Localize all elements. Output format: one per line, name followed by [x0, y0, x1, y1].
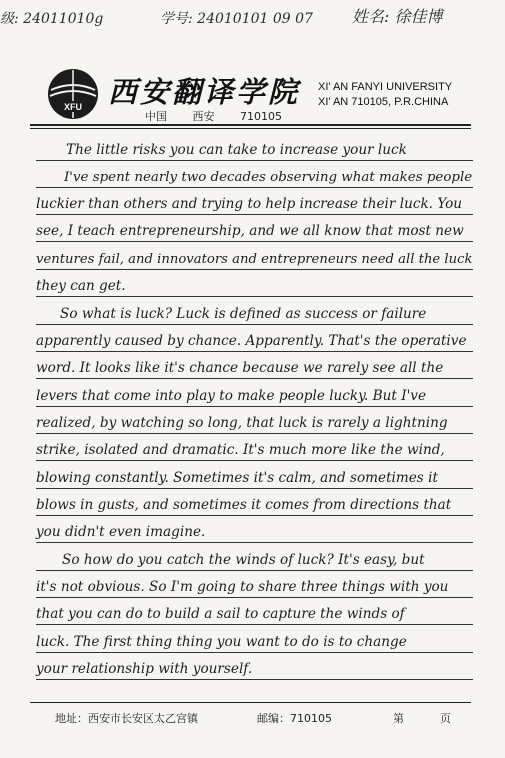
handwritten-line: I've spent nearly two decades observing what makes people [64, 170, 473, 185]
ruled-line [36, 626, 473, 653]
ruled-line [36, 243, 473, 270]
class-field: 级: 24011010g [0, 11, 104, 27]
university-name-en-block [318, 80, 452, 110]
handwritten-line: luck. The first thing thing you want to do is to change [36, 634, 407, 650]
ruled-line [36, 598, 473, 625]
handwritten-line: word. It looks like it's chance because we rarely see all the [36, 360, 444, 376]
ruled-line [36, 161, 473, 188]
ruled-line [36, 380, 473, 407]
handwritten-line: apparently caused by chance. Apparently. That's the operative [36, 333, 467, 349]
ruled-line [36, 134, 473, 161]
handwritten-line: So how do you catch the winds of luck? It's easy, but [62, 552, 425, 568]
ruled-line [36, 188, 473, 215]
footer-postcode: 邮编：710105 [257, 712, 332, 725]
ruled-line [36, 298, 473, 325]
address-en: XI' AN 710105, P.R.CHINA [318, 96, 449, 108]
handwritten-line: blows in gusts, and sometimes it comes from directions that [36, 497, 452, 513]
handwritten-line: they can get. [36, 278, 126, 294]
ruled-line [36, 462, 473, 489]
ruled-line [36, 352, 473, 379]
student-id-field: 学号: 24010101 09 07 [160, 11, 313, 27]
ruled-line [36, 434, 473, 461]
handwritten-line: it's not obvious. So I'm going to share three things with you [36, 579, 449, 595]
ruled-line [36, 489, 473, 516]
handwritten-line: strike, isolated and dramatic. It's much more like the wind, [36, 442, 445, 458]
footer-page-label-suffix: 页 [440, 712, 451, 725]
handwritten-line: blowing constantly. Sometimes it's calm, and sometimes it [36, 470, 438, 486]
handwritten-line: see, I teach entrepreneurship, and we all know that most new [36, 223, 464, 239]
ruled-line [36, 407, 473, 434]
ruled-line [36, 571, 473, 598]
footer-rule [30, 702, 471, 703]
ruled-line [36, 270, 473, 297]
handwritten-line: luckier than others and trying to help increase their luck. You [36, 196, 463, 212]
handwritten-line: ventures fail, and innovators and entrepreneurs need all the luck [36, 252, 473, 267]
university-logo [47, 68, 99, 120]
city-cn: 西安 [192, 110, 215, 123]
ruled-line [36, 325, 473, 352]
header-rule [30, 124, 471, 126]
university-name-en: XI' AN FANYI UNIVERSITY [318, 81, 453, 93]
handwritten-line: that you can do to build a sail to capture the winds of [36, 606, 405, 622]
header-rule-thin [30, 128, 471, 129]
handwritten-title: The little risks you can take to increase your luck [66, 142, 407, 158]
name-field: 姓名: 徐佳博 [352, 7, 443, 26]
handwritten-line: levers that come into play to make people lucky. But I've [36, 388, 427, 404]
country-cn: 中国 [145, 110, 167, 123]
ruled-line [36, 516, 473, 543]
handwritten-line: realized, by watching so long, that luck is rarely a lightning [36, 415, 448, 431]
ruled-line [36, 544, 473, 571]
footer-page-label-prefix: 第 [393, 712, 404, 725]
logo-text: XFU [64, 102, 82, 112]
postcode-cn: 710105 [240, 110, 282, 123]
footer-address: 地址：西安市长安区太乙宫镇 [55, 712, 198, 725]
ruled-line [36, 215, 473, 242]
ruled-line [36, 653, 473, 680]
handwritten-line: So what is luck? Luck is defined as success or failure [60, 306, 427, 322]
handwritten-line: your relationship with yourself. [36, 661, 253, 677]
city-line-cn [145, 108, 304, 124]
university-name-cn: 西安翻译学院 [108, 75, 301, 109]
handwritten-line: you didn't even imagine. [36, 524, 206, 540]
